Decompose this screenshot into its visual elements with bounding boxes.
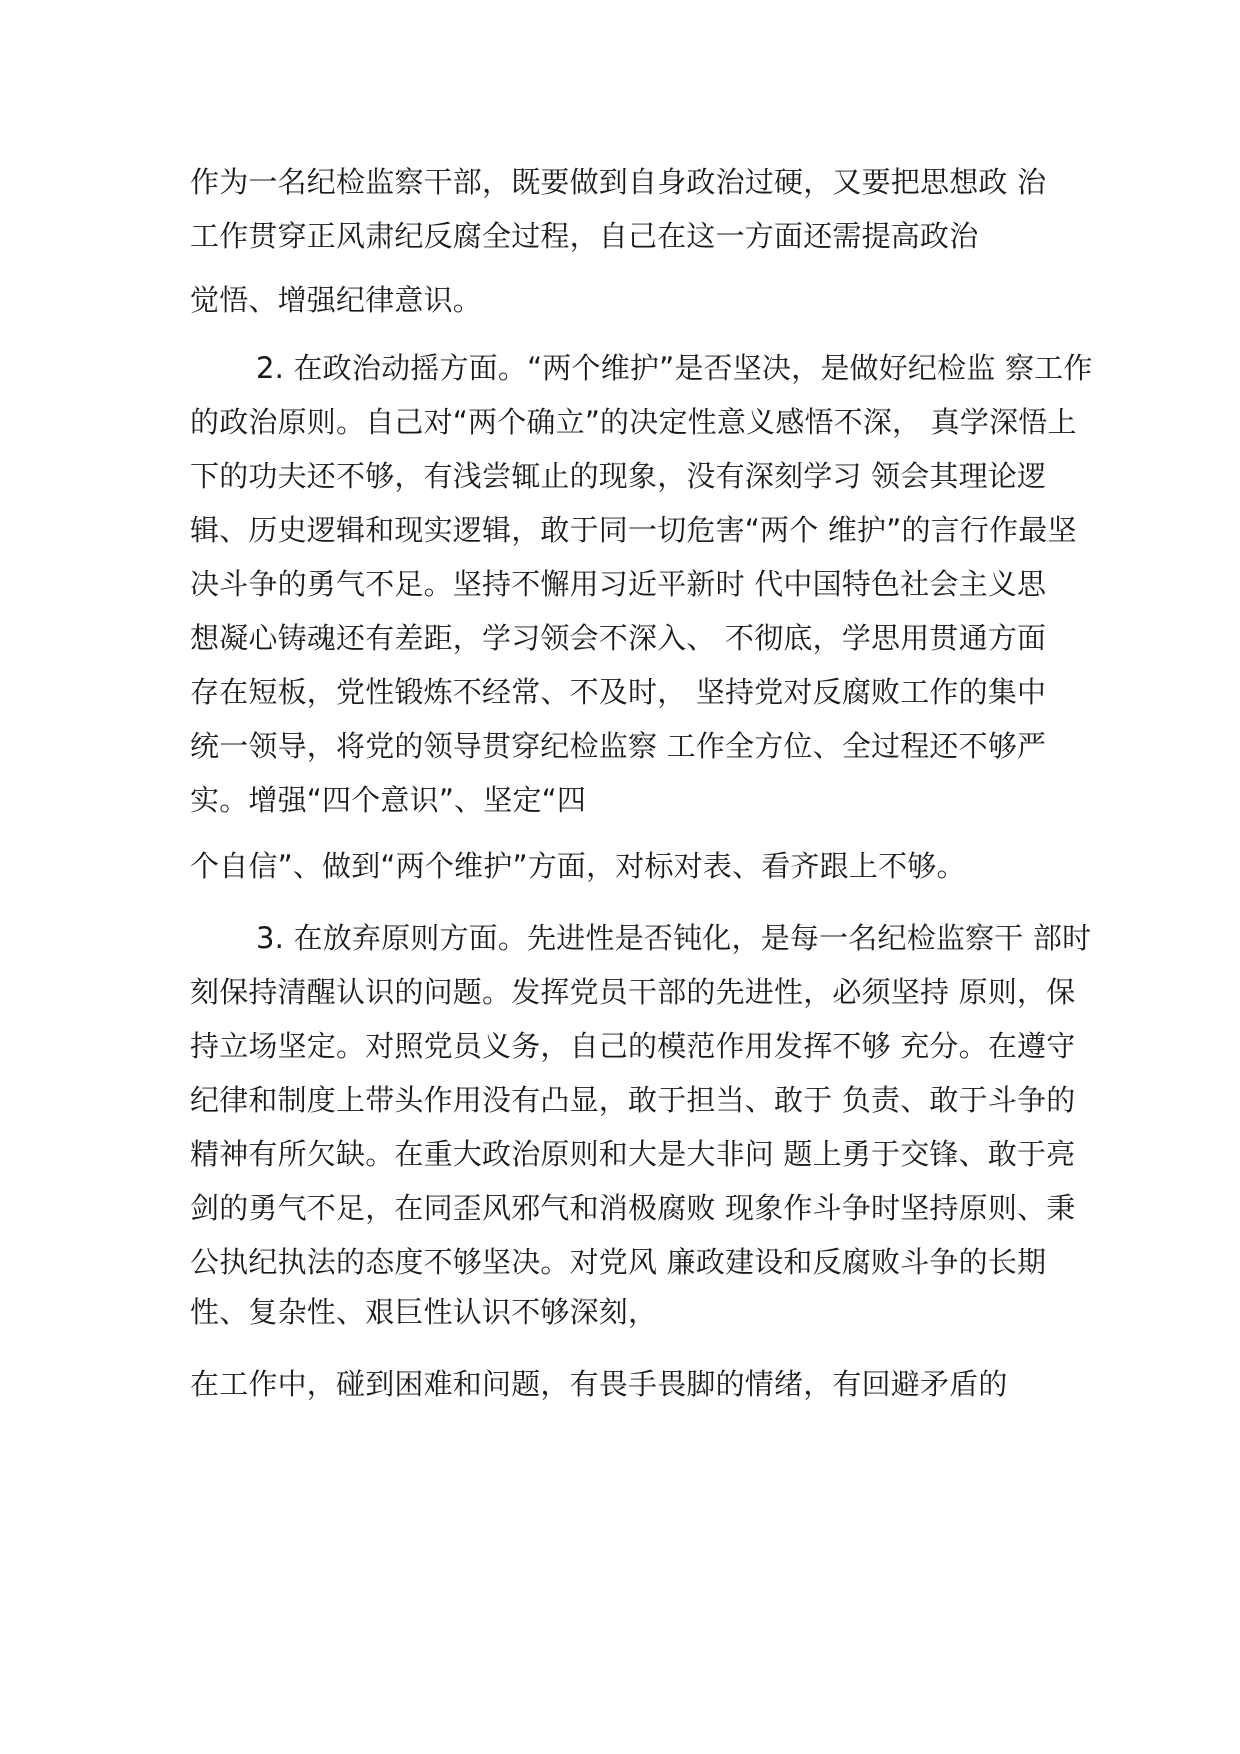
text-line-4: 2. 在政治动摇方面。“两个维护”是否坚决，是做好纪检监 察工作 bbox=[256, 351, 1093, 385]
text-line-16: 持立场坚定。对照党员义务，自己的模范作用发挥不够 充分。在遵守 bbox=[190, 1029, 1076, 1063]
text-line-8: 决斗争的勇气不足。坚持不懈用习近平新时 代中国特色社会主义思 bbox=[190, 567, 1047, 601]
text-line-17: 纪律和制度上带头作用没有凸显，敢于担当、敢于 负责、敢于斗争的 bbox=[190, 1083, 1076, 1117]
text-line-5: 的政治原则。自己对“两个确立”的决定性意义感悟不深， 真学深悟上 bbox=[190, 405, 1077, 439]
text-line-20: 公执纪执法的态度不够坚决。对党风 廉政建设和反腐败斗争的长期 bbox=[190, 1245, 1047, 1279]
text-line-22: 在工作中，碰到困难和问题，有畏手畏脚的情绪，有回避矛盾的 bbox=[190, 1367, 1008, 1401]
text-line-2: 工作贯穿正风肃纪反腐全过程，自己在这一方面还需提高政治 bbox=[190, 219, 979, 253]
text-line-11: 统一领导，将党的领导贯穿纪检监察 工作全方位、全过程还不够严 bbox=[190, 729, 1047, 763]
text-line-19: 剑的勇气不足，在同歪风邪气和消极腐败 现象作斗争时坚持原则、秉 bbox=[190, 1191, 1076, 1225]
text-line-6: 下的功夫还不够，有浅尝辄止的现象，没有深刻学习 领会其理论逻 bbox=[190, 459, 1047, 493]
text-line-15: 刻保持清醒认识的问题。发挥党员干部的先进性，必须坚持 原则，保 bbox=[190, 975, 1076, 1009]
text-line-21: 性、复杂性、艰巨性认识不够深刻， bbox=[190, 1295, 658, 1329]
text-line-14: 3. 在放弃原则方面。先进性是否钝化，是每一名纪检监察干 部时 bbox=[256, 921, 1092, 955]
text-line-9: 想凝心铸魂还有差距，学习领会不深入、 不彻底，学思用贯通方面 bbox=[190, 621, 1047, 655]
text-line-3: 觉悟、增强纪律意识。 bbox=[190, 283, 483, 317]
text-line-10: 存在短板，党性锻炼不经常、不及时， 坚持党对反腐败工作的集中 bbox=[190, 675, 1047, 709]
text-line-18: 精神有所欠缺。在重大政治原则和大是大非问 题上勇于交锋、敢于亮 bbox=[190, 1137, 1076, 1171]
text-line-1: 作为一名纪检监察干部，既要做到自身政治过硬，又要把思想政 治 bbox=[190, 165, 1047, 199]
text-line-13: 个自信”、做到“两个维护”方面，对标对表、看齐跟上不够。 bbox=[190, 849, 966, 883]
text-line-12: 实。增强“四个意识”、坚定“四 bbox=[190, 783, 587, 817]
text-line-7: 辑、历史逻辑和现实逻辑，敢于同一切危害“两个 维护”的言行作最坚 bbox=[190, 513, 1077, 547]
